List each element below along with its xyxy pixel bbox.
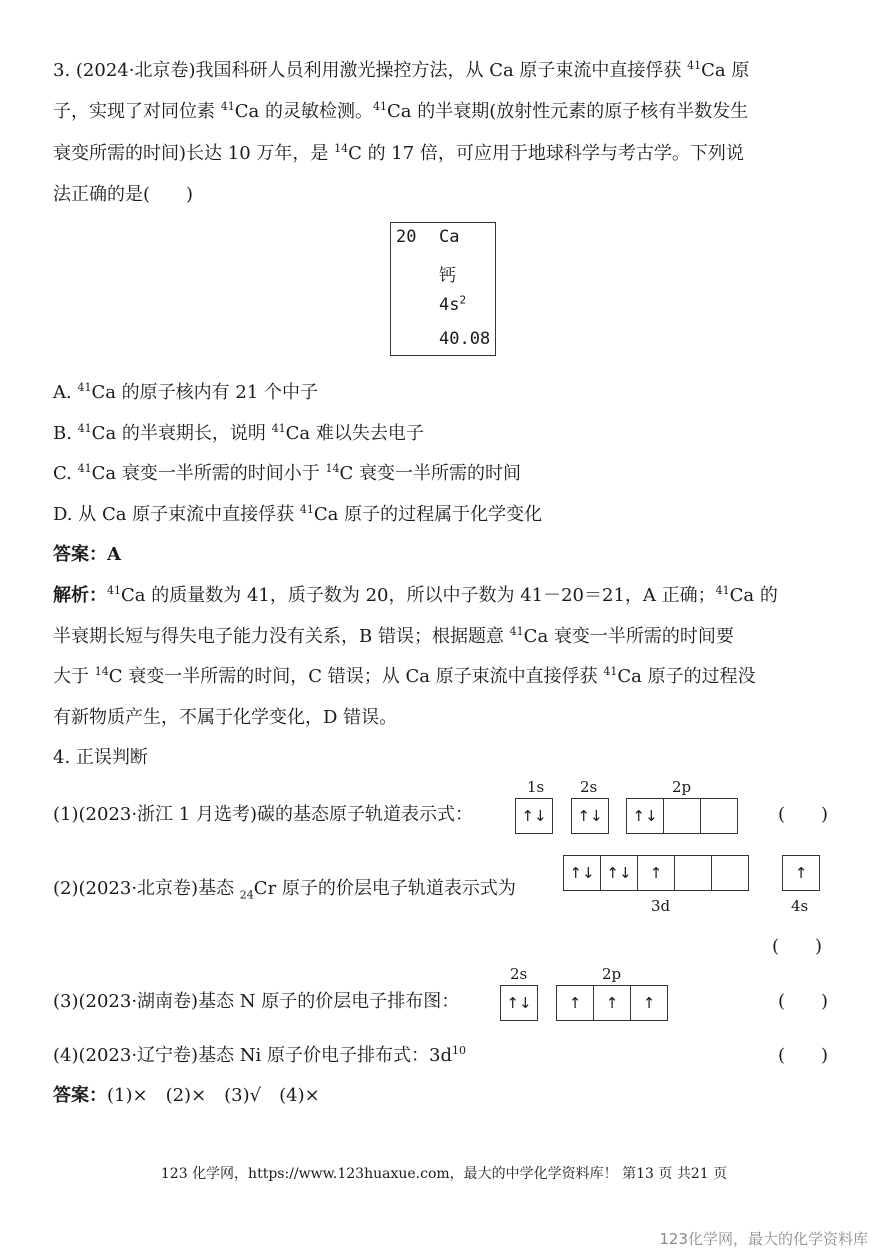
orbital-box-2p-n: ↑ ↑ ↑ (556, 985, 668, 1021)
analysis-line-1: 解析：$^{41}$Ca 的质量数为 41，质子数为 20，所以中子数为 41－20＝21，A 正确；$^{41}$Ca 的 (53, 584, 778, 606)
option-d: D. 从 Ca 原子束流中直接俘获 $^{41}$Ca 原子的过程属于化学变化 (53, 503, 543, 525)
q3-line-1: 3. (2024·北京卷)我国科研人员利用激光操控方法，从 Ca 原子束流中直接俘获 $^{41}$Ca 原 (53, 59, 750, 81)
q4-item-3: (3)(2023·湖南卷)基态 N 原子的价层电子排布图： (53, 991, 460, 1012)
orbital-box-4s: ↑ (782, 855, 820, 891)
answer-blank-3: ( ) (778, 991, 829, 1012)
orbital-label-2s: 2s (580, 778, 598, 796)
answer-4: 答案：(1)× (2)× (3)√ (4)× (53, 1085, 320, 1106)
element-symbol: Ca (439, 227, 460, 247)
option-b: B. $^{41}$Ca 的半衰期长，说明 $^{41}$Ca 难以失去电子 (53, 422, 424, 444)
element-card-calcium (390, 222, 496, 356)
orbital-box-2s-n: ↑↓ (500, 985, 538, 1021)
orbital-box-2s: ↑↓ (571, 798, 609, 834)
answer-blank-2: ( ) (772, 936, 823, 957)
atomic-mass: 40.08 (439, 329, 491, 349)
element-name: 钙 (439, 266, 456, 286)
orbital-label-1s: 1s (527, 778, 545, 796)
orbital-label-4s: 4s (791, 897, 809, 915)
orbital-box-2p: ↑↓ (626, 798, 738, 834)
q4-title: 4. 正误判断 (53, 747, 148, 768)
watermark: 123化学网，最大的化学资料库 (659, 1230, 868, 1248)
atomic-number: 20 (396, 227, 417, 247)
analysis-line-4: 有新物质产生，不属于化学变化，D 错误。 (53, 707, 398, 728)
analysis-line-3: 大于 $^{14}$C 衰变一半所需的时间，C 错误；从 Ca 原子束流中直接俘获 $^{41}$Ca 原子的过程没 (53, 665, 756, 687)
q3-line-3: 衰变所需的时间)长达 10 万年，是 $^{14}$C 的 17 倍，可应用于地球科学与考古学。下列说 (53, 142, 744, 164)
q4-item-2: (2)(2023·北京卷)基态 $_{24}$Cr 原子的价层电子轨道表示式为 (53, 878, 516, 902)
q3-line-2: 子，实现了对同位素 $^{41}$Ca 的灵敏检测。$^{41}$Ca 的半衰期(放射性元素的原子核有半数发生 (53, 100, 749, 122)
page-footer: 123 化学网，https://www.123huaxue.com，最大的中学化学资料库！ 第13 页 共21 页 (160, 1166, 728, 1182)
orbital-label-2p: 2p (672, 778, 692, 796)
orbital-box-1s: ↑↓ (515, 798, 553, 834)
electron-config: $4s^2$ (439, 293, 467, 315)
option-a: A. $^{41}$Ca 的原子核内有 21 个中子 (53, 381, 319, 403)
orbital-box-3d: ↑↓ ↑↓ ↑ (563, 855, 749, 891)
analysis-line-2: 半衰期长短与得失电子能力没有关系，B 错误；根据题意 $^{41}$Ca 衰变一半所需的时间要 (53, 625, 734, 647)
answer-3: 答案：A (53, 544, 121, 565)
q3-line-4: 法正确的是( ) (53, 184, 194, 205)
orbital-label-3d: 3d (651, 897, 671, 915)
orbital-label-2p-n: 2p (602, 965, 622, 983)
option-c: C. $^{41}$Ca 衰变一半所需的时间小于 $^{14}$C 衰变一半所需的时间 (53, 462, 522, 484)
answer-blank-1: ( ) (778, 804, 829, 825)
answer-blank-4: ( ) (778, 1045, 829, 1066)
q4-item-1: (1)(2023·浙江 1 月选考)碳的基态原子轨道表示式： (53, 804, 473, 825)
orbital-label-2s-n: 2s (510, 965, 528, 983)
q4-item-4: (4)(2023·辽宁卷)基态 Ni 原子价电子排布式：$3d^{10}$ (53, 1044, 466, 1066)
